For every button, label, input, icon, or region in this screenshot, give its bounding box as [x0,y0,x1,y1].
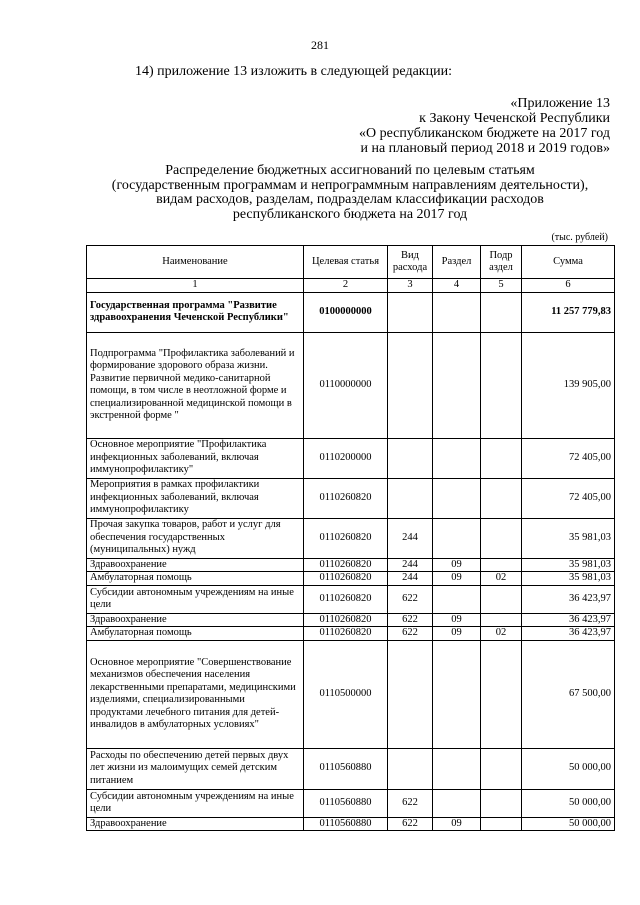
appendix-line: и на плановый период 2018 и 2019 годов» [360,141,610,156]
title-line: (государственным программам и непрограммным направлениям деятельности), [111,177,589,193]
cell-code: 0110260820 [304,627,388,641]
cell-vid: 622 [388,789,433,817]
cell-razdel [433,640,481,748]
cell-vid [388,438,433,478]
cell-sum: 50 000,00 [522,789,615,817]
column-number: 6 [522,279,615,293]
cell-name: Амбулаторная помощь [87,627,304,641]
appendix-heading [359,96,610,156]
cell-name: Прочая закупка товаров, работ и услуг для обеспечения государственных (муниципальных) нужд [87,518,304,558]
table-row [87,640,615,748]
cell-podrazdel [481,613,522,627]
cell-podrazdel [481,558,522,572]
title-line: республиканского бюджета на 2017 год [232,206,468,222]
cell-vid [388,292,433,332]
cell-vid: 622 [388,817,433,831]
cell-name: Мероприятия в рамках профилактики инфекционных заболеваний, включая иммунопрофилактику [87,478,304,518]
table-row [87,478,615,518]
cell-podrazdel [481,748,522,789]
cell-code: 0110200000 [304,438,388,478]
appendix-line: к Закону Чеченской Республики [419,111,610,126]
cell-razdel: 09 [433,572,481,586]
cell-code: 0110260820 [304,558,388,572]
cell-vid: 622 [388,613,433,627]
column-number: 4 [433,279,481,293]
cell-razdel [433,585,481,613]
cell-vid [388,640,433,748]
intro-text: 14) приложение 13 изложить в следующей редакции: [135,64,452,79]
cell-sum: 35 981,03 [522,572,615,586]
cell-vid: 244 [388,518,433,558]
header-code: Целевая статья [304,246,388,279]
cell-name: Субсидии автономным учреждениям на иные цели [87,585,304,613]
cell-podrazdel [481,789,522,817]
cell-name: Здравоохранение [87,558,304,572]
table-row [87,292,615,332]
cell-podrazdel [481,438,522,478]
cell-sum: 35 981,03 [522,558,615,572]
cell-sum: 72 405,00 [522,478,615,518]
table-row [87,789,615,817]
cell-name: Амбулаторная помощь [87,572,304,586]
table-row [87,613,615,627]
cell-vid: 622 [388,585,433,613]
cell-sum: 50 000,00 [522,817,615,831]
cell-name: Расходы по обеспечению детей первых двух лет жизни из малоимущих семей детским питанием [87,748,304,789]
cell-code: 0110260820 [304,585,388,613]
cell-razdel [433,789,481,817]
cell-razdel [433,518,481,558]
cell-razdel [433,748,481,789]
header-podrazdel: Подр аздел [481,246,522,279]
table-row [87,585,615,613]
cell-vid [388,748,433,789]
cell-vid: 244 [388,572,433,586]
cell-code: 0110000000 [304,332,388,438]
cell-podrazdel [481,478,522,518]
cell-razdel [433,478,481,518]
table-row [87,748,615,789]
cell-podrazdel: 02 [481,627,522,641]
cell-razdel: 09 [433,613,481,627]
table-row [87,572,615,586]
cell-name: Основное мероприятие "Совершенствование механизмов обеспечения населения лекарственными препаратами, медицинскими изделиями, специализированными продуктами лечебного питания для детей-инвалидов в амбулаторных условиях" [87,640,304,748]
cell-code: 0110500000 [304,640,388,748]
page-number: 281 [311,38,329,52]
table-row [87,332,615,438]
header-vid: Вид расхода [388,246,433,279]
cell-code: 0110560880 [304,748,388,789]
cell-name: Подпрограмма "Профилактика заболеваний и формирование здорового образа жизни. Развитие первичной медико-санитарной помощи, в том числе в неотложной форме и специализированной медицинской помощи в экстренной форме " [87,332,304,438]
cell-code: 0110260820 [304,478,388,518]
appendix-line: «Приложение 13 [510,96,610,111]
cell-sum: 67 500,00 [522,640,615,748]
units-label: (тыс. рублей) [551,232,608,243]
column-number: 3 [388,279,433,293]
cell-razdel [433,438,481,478]
cell-name: Здравоохранение [87,613,304,627]
cell-vid: 622 [388,627,433,641]
cell-code: 0110560880 [304,789,388,817]
column-number: 5 [481,279,522,293]
table-row [87,817,615,831]
column-number: 2 [304,279,388,293]
title-line: Распределение бюджетных ассигнований по целевым статьям [165,163,535,178]
cell-sum: 11 257 779,83 [522,292,615,332]
cell-code: 0110260820 [304,613,388,627]
column-number: 1 [87,279,304,293]
cell-podrazdel [481,640,522,748]
cell-podrazdel [481,817,522,831]
cell-sum: 50 000,00 [522,748,615,789]
table-row [87,627,615,641]
title-line: видам расходов, разделам, подразделам классификации расходов [156,192,544,207]
cell-podrazdel [481,518,522,558]
cell-name: Основное мероприятие "Профилактика инфекционных заболеваний, включая иммунопрофилактику" [87,438,304,478]
cell-podrazdel [481,585,522,613]
cell-sum: 36 423,97 [522,627,615,641]
cell-code: 0110260820 [304,518,388,558]
cell-sum: 36 423,97 [522,585,615,613]
budget-table [86,245,615,831]
cell-vid: 244 [388,558,433,572]
cell-razdel: 09 [433,817,481,831]
cell-code: 0110260820 [304,572,388,586]
cell-sum: 36 423,97 [522,613,615,627]
cell-podrazdel [481,292,522,332]
header-sum: Сумма [522,246,615,279]
column-number-row [87,279,615,293]
table-row [87,558,615,572]
cell-vid [388,478,433,518]
table-row [87,438,615,478]
cell-razdel: 09 [433,558,481,572]
table-row [87,518,615,558]
cell-sum: 35 981,03 [522,518,615,558]
cell-razdel [433,332,481,438]
cell-name: Здравоохранение [87,817,304,831]
cell-code: 0110560880 [304,817,388,831]
cell-sum: 72 405,00 [522,438,615,478]
cell-podrazdel: 02 [481,572,522,586]
cell-code: 0100000000 [304,292,388,332]
header-razdel: Раздел [433,246,481,279]
cell-name: Субсидии автономным учреждениям на иные цели [87,789,304,817]
header-row [87,246,615,279]
cell-vid [388,332,433,438]
cell-sum: 139 905,00 [522,332,615,438]
appendix-line: «О республиканском бюджете на 2017 год [359,126,610,141]
cell-razdel: 09 [433,627,481,641]
table-title [70,164,630,222]
header-name: Наименование [87,246,304,279]
cell-razdel [433,292,481,332]
cell-name: Государственная программа "Развитие здравоохранения Чеченской Республики" [87,292,304,332]
cell-podrazdel [481,332,522,438]
